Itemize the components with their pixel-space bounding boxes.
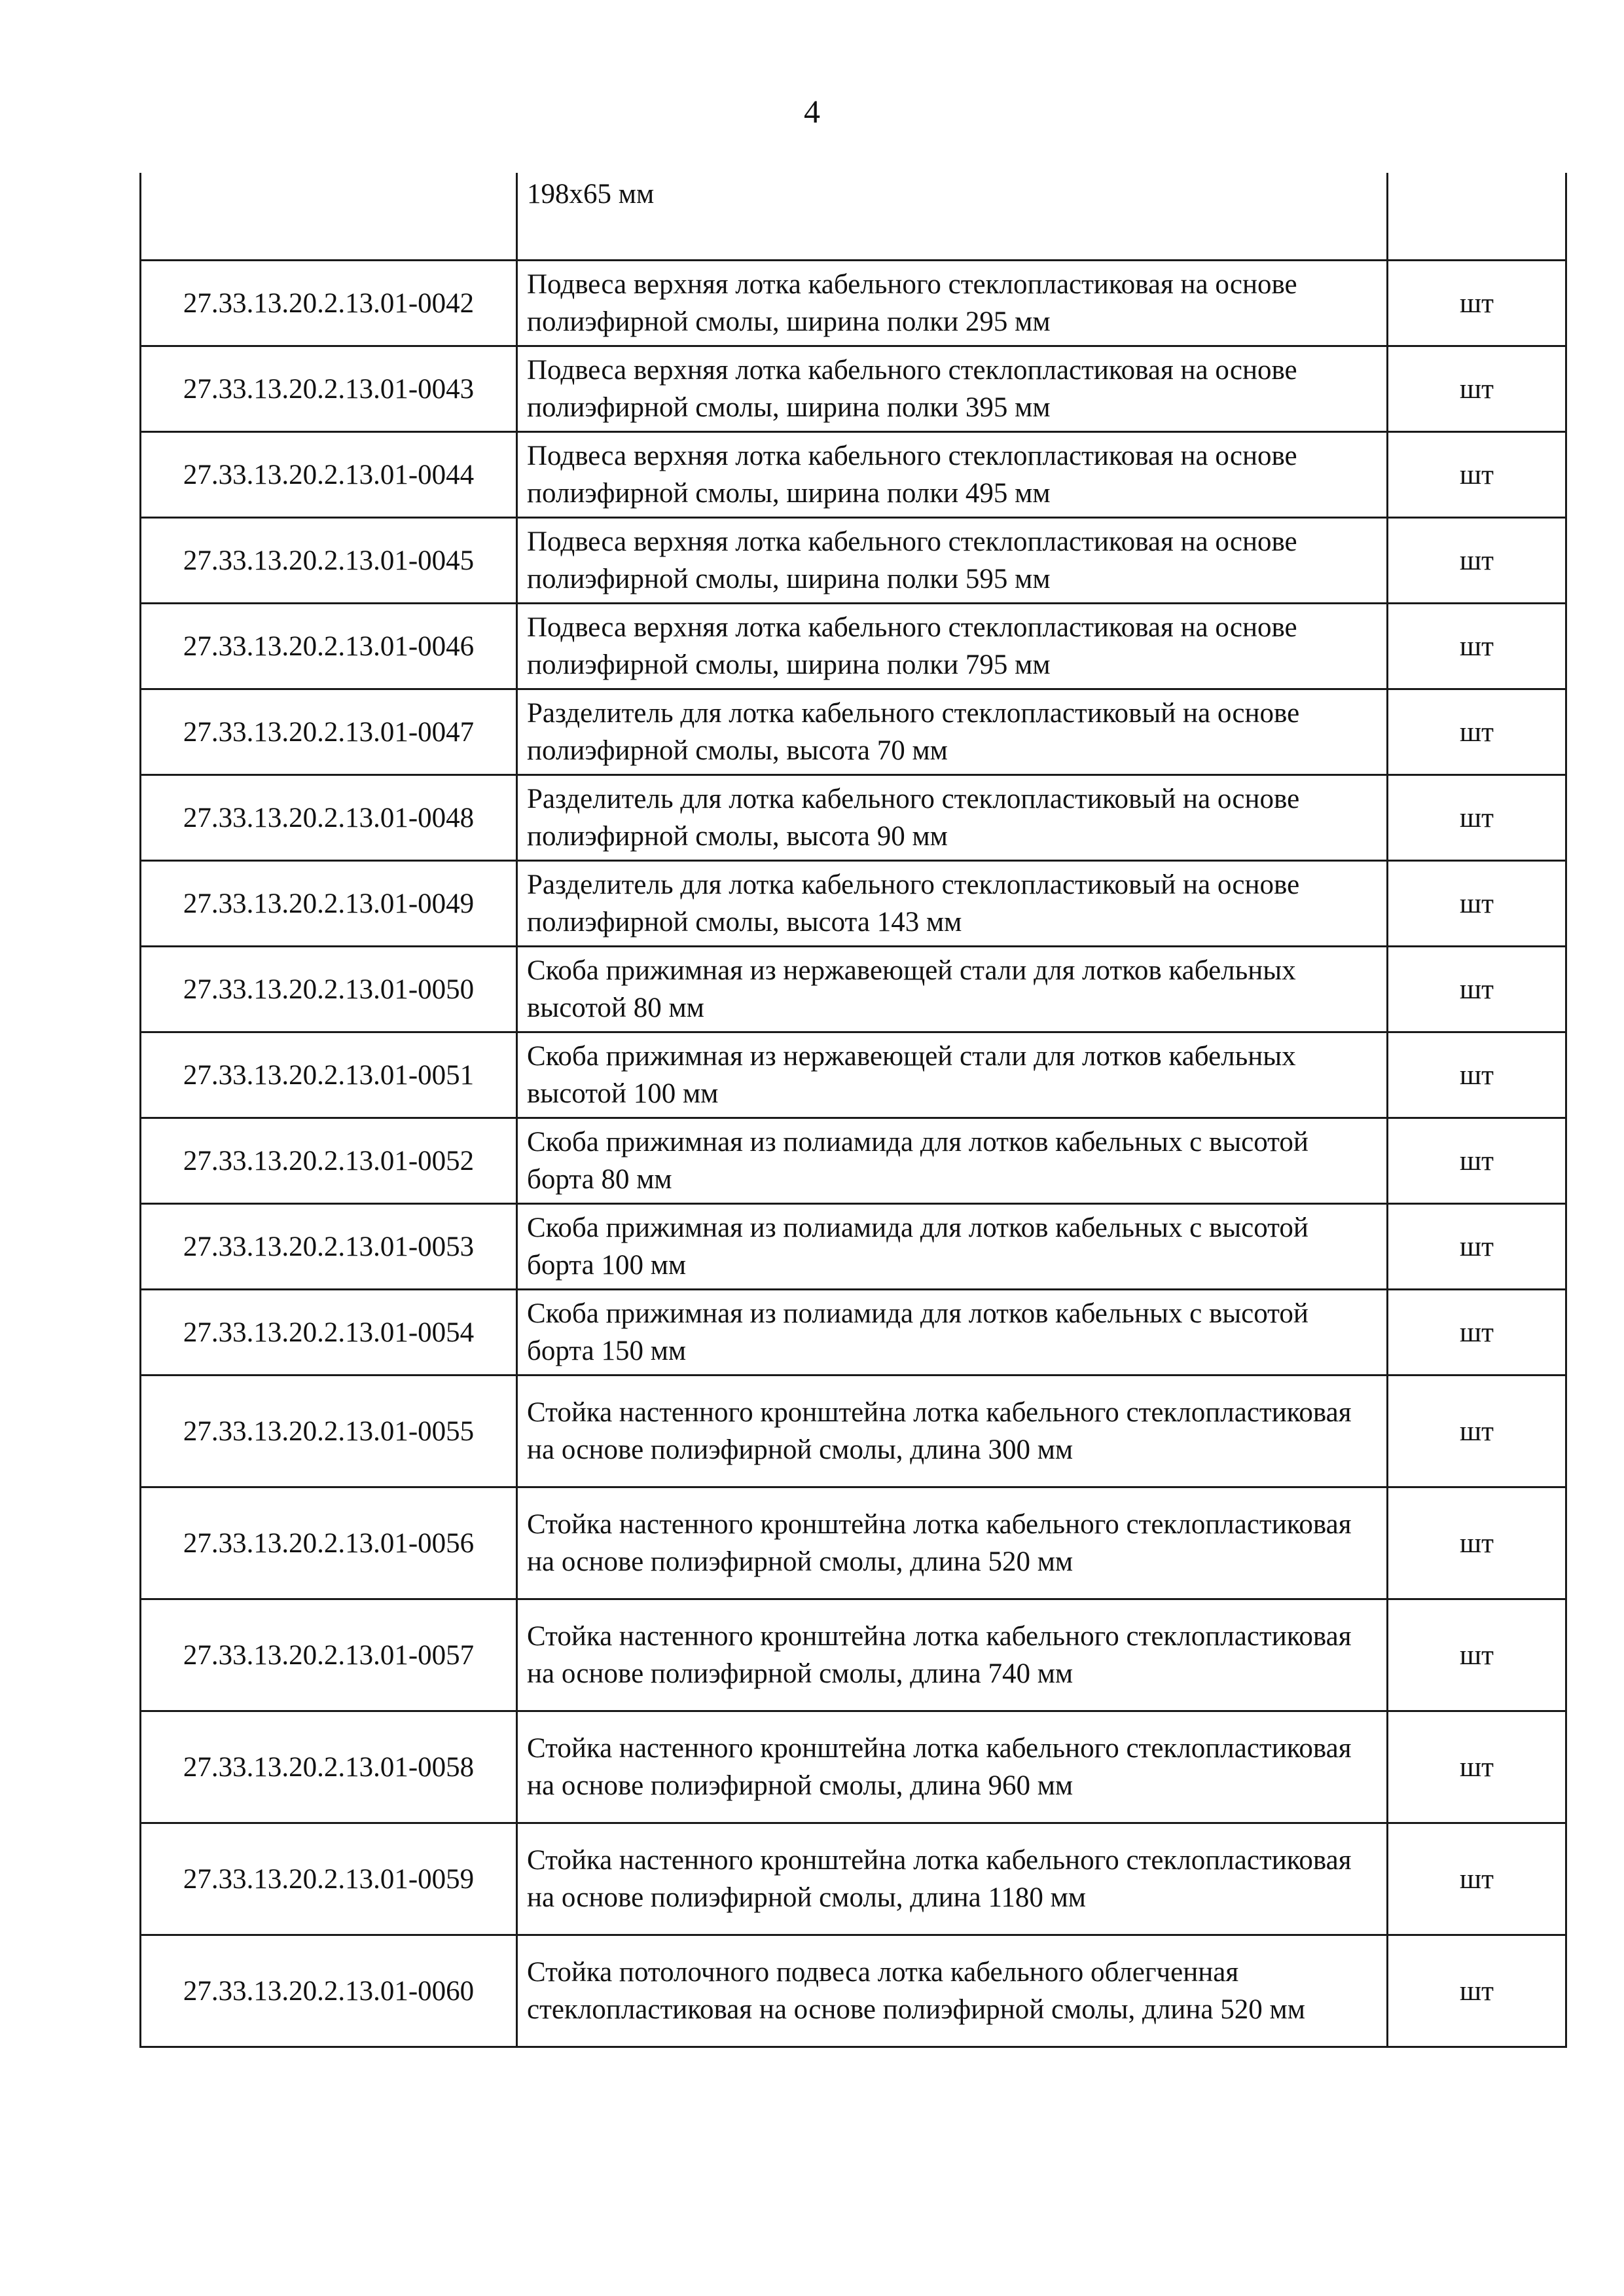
name-cell: Подвеса верхняя лотка кабельного стеклопластиковая на основе полиэфирной смолы, ширина полки 795 мм [517, 604, 1388, 689]
code-cell: 27.33.13.20.2.13.01-0042 [141, 261, 517, 346]
name-cell: Скоба прижимная из нержавеющей стали для лотков кабельных высотой 80 мм [517, 947, 1388, 1032]
unit-cell: шт [1388, 861, 1566, 947]
name-cell: Стойка настенного кронштейна лотка кабельного стеклопластиковая на основе полиэфирной смолы, длина 520 мм [517, 1487, 1388, 1599]
code-cell: 27.33.13.20.2.13.01-0053 [141, 1204, 517, 1290]
name-cell: Подвеса верхняя лотка кабельного стеклопластиковая на основе полиэфирной смолы, ширина полки 295 мм [517, 261, 1388, 346]
table-row [141, 1376, 1566, 1487]
continuation-row [141, 173, 1566, 261]
code-cell: 27.33.13.20.2.13.01-0044 [141, 432, 517, 518]
name-cell: Скоба прижимная из полиамида для лотков кабельных с высотой борта 100 мм [517, 1204, 1388, 1290]
table-row [141, 261, 1566, 346]
page-number: 4 [804, 93, 820, 130]
name-cell: Разделитель для лотка кабельного стеклопластиковый на основе полиэфирной смолы, высота 90 мм [517, 775, 1388, 861]
code-cell: 27.33.13.20.2.13.01-0054 [141, 1290, 517, 1376]
table-row [141, 1032, 1566, 1118]
name-cell: 198х65 мм [517, 173, 1388, 261]
name-cell: Разделитель для лотка кабельного стеклопластиковый на основе полиэфирной смолы, высота 70 мм [517, 689, 1388, 775]
unit-cell: шт [1388, 947, 1566, 1032]
code-cell: 27.33.13.20.2.13.01-0055 [141, 1376, 517, 1487]
table-row [141, 1204, 1566, 1290]
unit-cell: шт [1388, 1204, 1566, 1290]
code-cell: 27.33.13.20.2.13.01-0048 [141, 775, 517, 861]
table-row [141, 1823, 1566, 1935]
code-cell: 27.33.13.20.2.13.01-0047 [141, 689, 517, 775]
table-row [141, 346, 1566, 432]
code-cell: 27.33.13.20.2.13.01-0051 [141, 1032, 517, 1118]
table-row [141, 1711, 1566, 1823]
name-cell: Стойка настенного кронштейна лотка кабельного стеклопластиковая на основе полиэфирной смолы, длина 1180 мм [517, 1823, 1388, 1935]
name-cell: Подвеса верхняя лотка кабельного стеклопластиковая на основе полиэфирной смолы, ширина полки 495 мм [517, 432, 1388, 518]
name-cell: Стойка потолочного подвеса лотка кабельного облегченная стеклопластиковая на основе полиэфирной смолы, длина 520 мм [517, 1935, 1388, 2047]
table-row [141, 518, 1566, 604]
materials-table [139, 173, 1567, 2048]
code-cell: 27.33.13.20.2.13.01-0059 [141, 1823, 517, 1935]
code-cell: 27.33.13.20.2.13.01-0043 [141, 346, 517, 432]
table-row [141, 947, 1566, 1032]
name-cell: Скоба прижимная из полиамида для лотков кабельных с высотой борта 150 мм [517, 1290, 1388, 1376]
table-row [141, 775, 1566, 861]
table-body [141, 173, 1566, 2047]
code-cell: 27.33.13.20.2.13.01-0046 [141, 604, 517, 689]
unit-cell: шт [1388, 775, 1566, 861]
table-row [141, 689, 1566, 775]
table-row [141, 1935, 1566, 2047]
code-cell [141, 173, 517, 261]
code-cell: 27.33.13.20.2.13.01-0057 [141, 1599, 517, 1711]
code-cell: 27.33.13.20.2.13.01-0045 [141, 518, 517, 604]
name-cell: Стойка настенного кронштейна лотка кабельного стеклопластиковая на основе полиэфирной смолы, длина 960 мм [517, 1711, 1388, 1823]
unit-cell: шт [1388, 432, 1566, 518]
name-cell: Скоба прижимная из полиамида для лотков кабельных с высотой борта 80 мм [517, 1118, 1388, 1204]
code-cell: 27.33.13.20.2.13.01-0056 [141, 1487, 517, 1599]
table-row [141, 432, 1566, 518]
unit-cell: шт [1388, 1823, 1566, 1935]
name-cell: Разделитель для лотка кабельного стеклопластиковый на основе полиэфирной смолы, высота 143 мм [517, 861, 1388, 947]
table-row [141, 1290, 1566, 1376]
table-row [141, 1599, 1566, 1711]
name-cell: Стойка настенного кронштейна лотка кабельного стеклопластиковая на основе полиэфирной смолы, длина 740 мм [517, 1599, 1388, 1711]
unit-cell: шт [1388, 604, 1566, 689]
code-cell: 27.33.13.20.2.13.01-0049 [141, 861, 517, 947]
unit-cell: шт [1388, 261, 1566, 346]
table-row [141, 1118, 1566, 1204]
unit-cell: шт [1388, 1118, 1566, 1204]
unit-cell: шт [1388, 1032, 1566, 1118]
code-cell: 27.33.13.20.2.13.01-0060 [141, 1935, 517, 2047]
table-row [141, 861, 1566, 947]
unit-cell: шт [1388, 1599, 1566, 1711]
unit-cell: шт [1388, 689, 1566, 775]
unit-cell: шт [1388, 1290, 1566, 1376]
unit-cell: шт [1388, 518, 1566, 604]
unit-cell: шт [1388, 1487, 1566, 1599]
unit-cell [1388, 173, 1566, 261]
name-cell: Подвеса верхняя лотка кабельного стеклопластиковая на основе полиэфирной смолы, ширина полки 395 мм [517, 346, 1388, 432]
code-cell: 27.33.13.20.2.13.01-0050 [141, 947, 517, 1032]
unit-cell: шт [1388, 346, 1566, 432]
unit-cell: шт [1388, 1935, 1566, 2047]
unit-cell: шт [1388, 1376, 1566, 1487]
name-cell: Стойка настенного кронштейна лотка кабельного стеклопластиковая на основе полиэфирной смолы, длина 300 мм [517, 1376, 1388, 1487]
code-cell: 27.33.13.20.2.13.01-0058 [141, 1711, 517, 1823]
unit-cell: шт [1388, 1711, 1566, 1823]
table-row [141, 604, 1566, 689]
code-cell: 27.33.13.20.2.13.01-0052 [141, 1118, 517, 1204]
table-row [141, 1487, 1566, 1599]
name-cell: Подвеса верхняя лотка кабельного стеклопластиковая на основе полиэфирной смолы, ширина полки 595 мм [517, 518, 1388, 604]
name-cell: Скоба прижимная из нержавеющей стали для лотков кабельных высотой 100 мм [517, 1032, 1388, 1118]
